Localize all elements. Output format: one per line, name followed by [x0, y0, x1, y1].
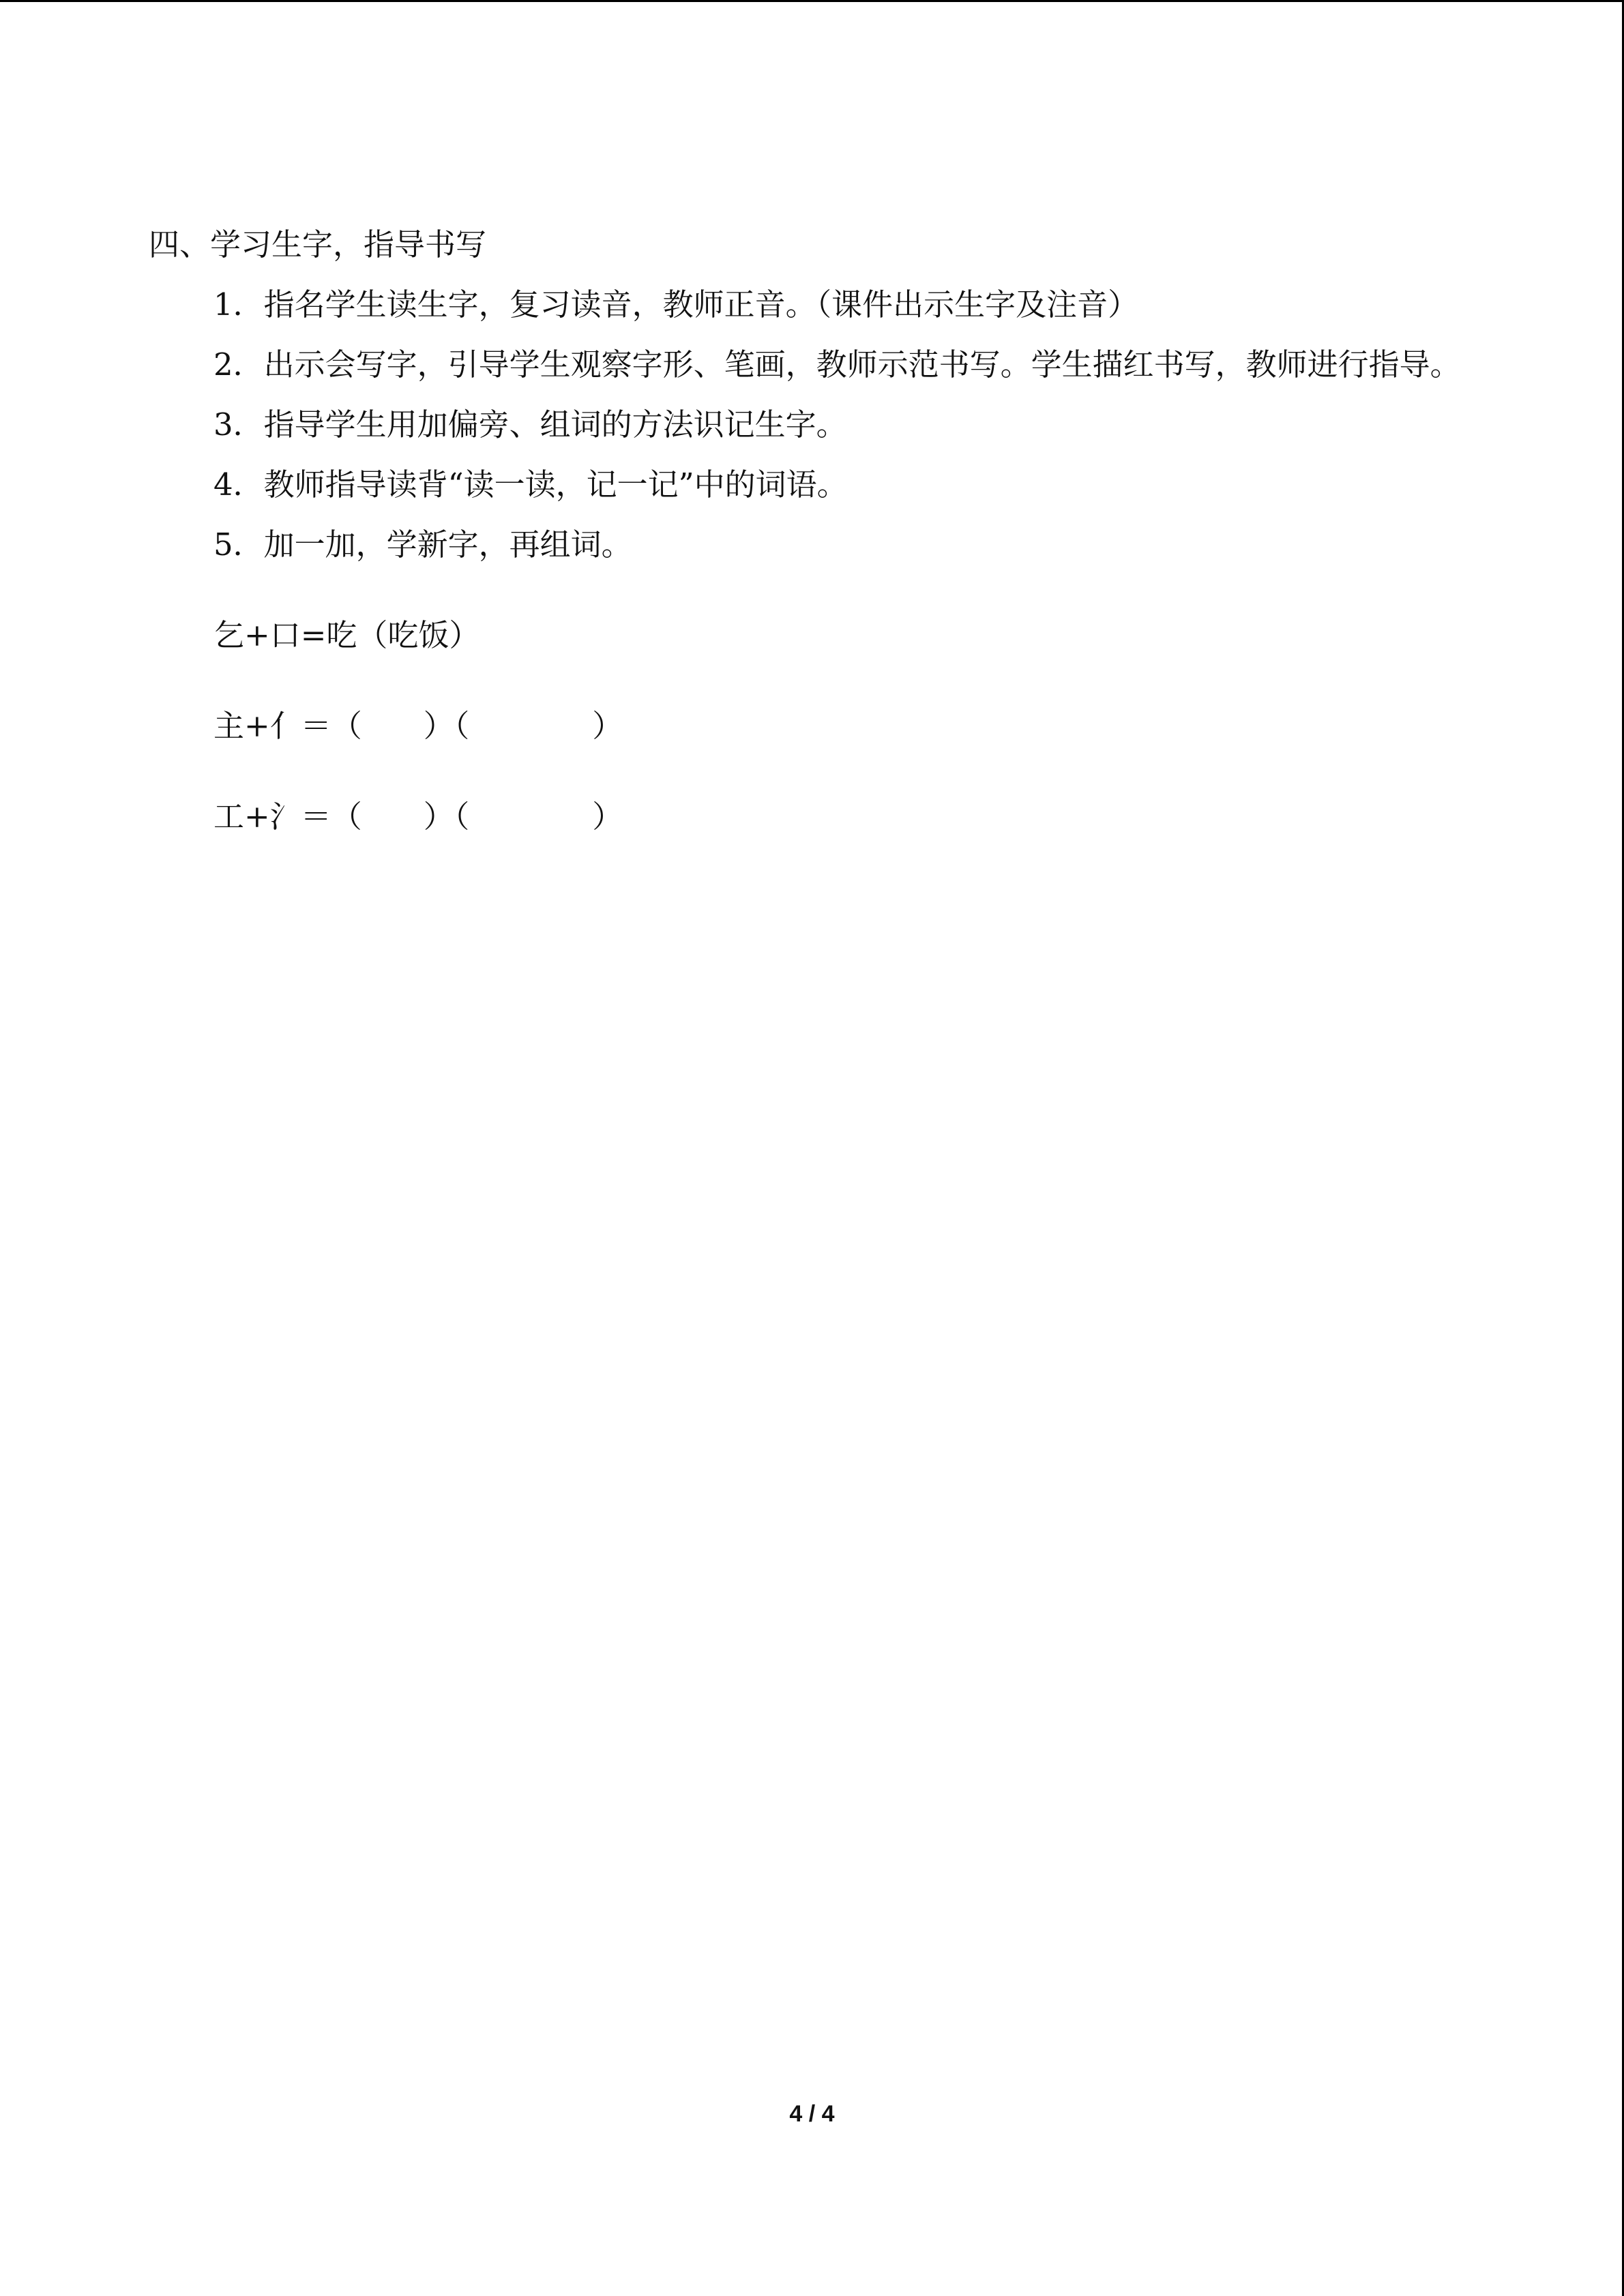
exercise-line: 主+亻＝（ ）（ ）: [213, 708, 623, 744]
list-item: 3．指导学生用加偏旁、组词的方法识记生字。: [213, 406, 847, 443]
section-heading: 四、学习生字，指导书写: [149, 226, 487, 263]
exercise-line: 工+氵＝（ ）（ ）: [213, 799, 623, 835]
list-item: 5．加一加，学新字，再组词。: [213, 526, 632, 563]
exercise-line: 乞+口=吃（吃饭）: [213, 617, 480, 653]
list-item: 1．指名学生读生字，复习读音，教师正音。（课件出示生字及注音）: [213, 286, 1139, 323]
page-number: 4 / 4: [789, 2101, 835, 2127]
list-item: 2．出示会写字，引导学生观察字形、笔画，教师示范书写。学生描红书写，教师进行指导。: [213, 346, 1461, 383]
document-body: [149, 215, 1479, 878]
list-item: 4．教师指导读背“读一读，记一记”中的词语。: [213, 466, 848, 503]
